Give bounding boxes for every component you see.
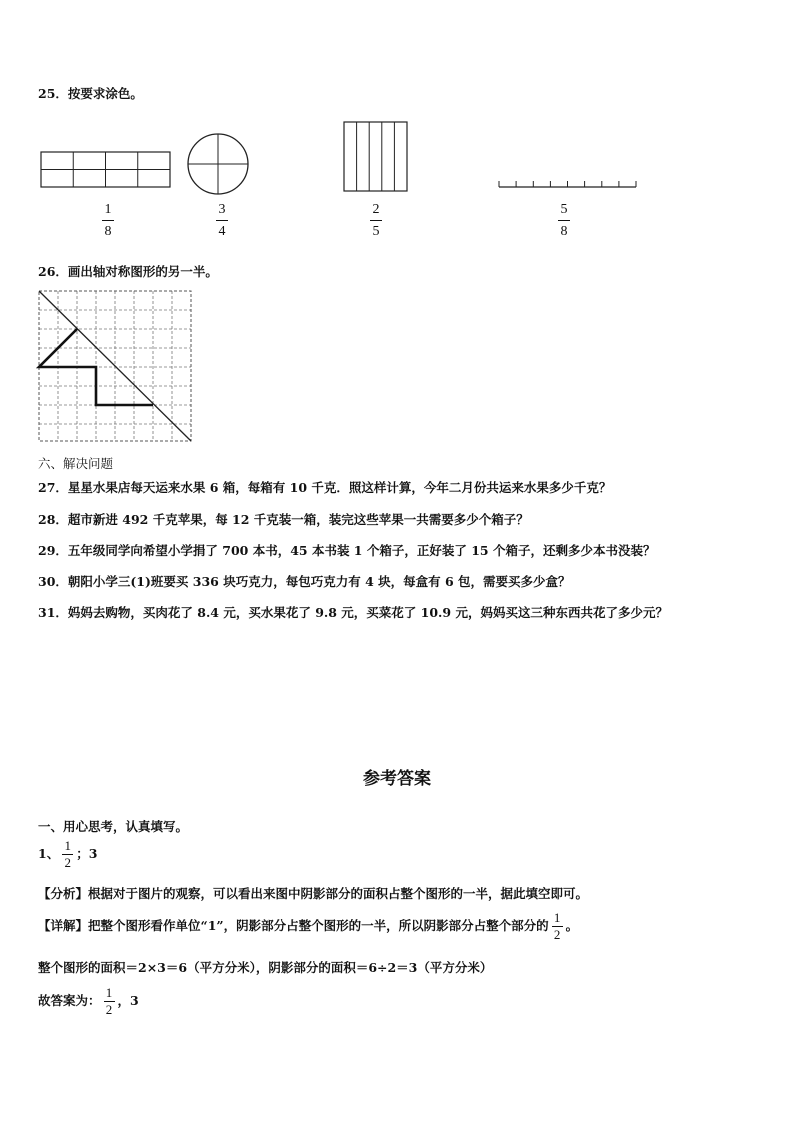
answer-item-1 — [38, 839, 97, 870]
fraction-two-fifths — [361, 202, 391, 240]
rectangle-fifths-figure — [343, 121, 409, 193]
section-heading-solve-problems: 六、解决问题 — [38, 456, 114, 471]
fraction-one-eighth — [93, 202, 123, 240]
detail-text: 【详解】把整个图形看作单位“1”，阴影部分占整个图形的一半，所以阴影部分占整个部分的 — [38, 918, 549, 933]
final-answer-prefix: 故答案为： — [38, 993, 101, 1008]
number-line-eighths-figure — [497, 178, 639, 190]
fraction-numerator: 1 — [64, 838, 71, 853]
final-answer-fraction — [104, 986, 115, 1017]
problem-27: 27．星星水果店每天运来水果 6 箱，每箱有 10 千克．照这样计算，今年二月份共运来水果多少千克？ — [38, 480, 612, 495]
fraction-denominator: 4 — [218, 224, 226, 239]
final-answer-suffix: ，3 — [117, 993, 139, 1008]
detail-end: 。 — [565, 918, 579, 933]
fraction-numerator: 5 — [560, 202, 568, 217]
fraction-bar — [216, 220, 228, 221]
symmetry-grid-figure — [37, 289, 193, 443]
fraction-denominator: 2 — [64, 855, 71, 870]
answer-item-suffix: ；3 — [76, 846, 98, 861]
fraction-denominator: 5 — [372, 224, 380, 239]
area-calculation-line: 整个图形的面积＝2×3＝6（平方分米），阴影部分的面积＝6÷2＝3（平方分米） — [38, 960, 493, 975]
fraction-denominator: 2 — [105, 1002, 113, 1017]
fraction-three-quarters — [207, 202, 237, 240]
fraction-numerator: 1 — [104, 202, 112, 217]
q26-label: 26．画出轴对称图形的另一半。 — [38, 264, 218, 279]
fraction-five-eighths — [549, 202, 579, 240]
problem-28: 28．超市新进 492 千克苹果，每 12 千克装一箱，装完这些苹果一共需要多少个箱子？ — [38, 512, 529, 527]
fraction-numerator: 3 — [218, 202, 226, 217]
fraction-bar — [370, 220, 382, 221]
fraction-numerator: 1 — [553, 910, 561, 925]
detail-fraction — [552, 911, 563, 942]
fraction-denominator: 8 — [104, 224, 112, 239]
rectangle-eighths-figure — [40, 150, 172, 190]
answer-item-prefix: 1、 — [38, 846, 60, 861]
final-answer-line — [38, 986, 139, 1017]
fraction-denominator: 2 — [553, 927, 561, 942]
fraction-bar — [558, 220, 570, 221]
detail-line — [38, 911, 578, 942]
problem-30: 30．朝阳小学三(1)班要买 336 块巧克力，每包巧克力有 4 块，每盒有 6 包，需要买多少盒？ — [38, 574, 571, 589]
problem-31: 31．妈妈去购物，买肉花了 8.4 元，买水果花了 9.8 元，买菜花了 10.9 元，妈妈买这三种东西共花了多少元？ — [38, 605, 668, 620]
fraction-numerator: 1 — [105, 985, 113, 1000]
problem-29: 29．五年级同学向希望小学捐了 700 本书，45 本书装 1 个箱子，正好装了 15 个箱子，还剩多少本书没装？ — [38, 543, 656, 558]
fraction-denominator: 8 — [560, 224, 568, 239]
analysis-text: 【分析】根据对于图片的观察，可以看出来图中阴影部分的面积占整个图形的一半，据此填空即可。 — [38, 886, 589, 901]
fraction-bar — [102, 220, 114, 221]
q25-label: 25．按要求涂色。 — [38, 86, 143, 101]
answer-item-fraction — [62, 839, 73, 870]
answers-title: 参考答案 — [363, 769, 431, 789]
answers-section-1: 一、用心思考，认真填写。 — [38, 819, 189, 834]
circle-quarters-figure — [187, 133, 251, 197]
fraction-numerator: 2 — [372, 202, 380, 217]
